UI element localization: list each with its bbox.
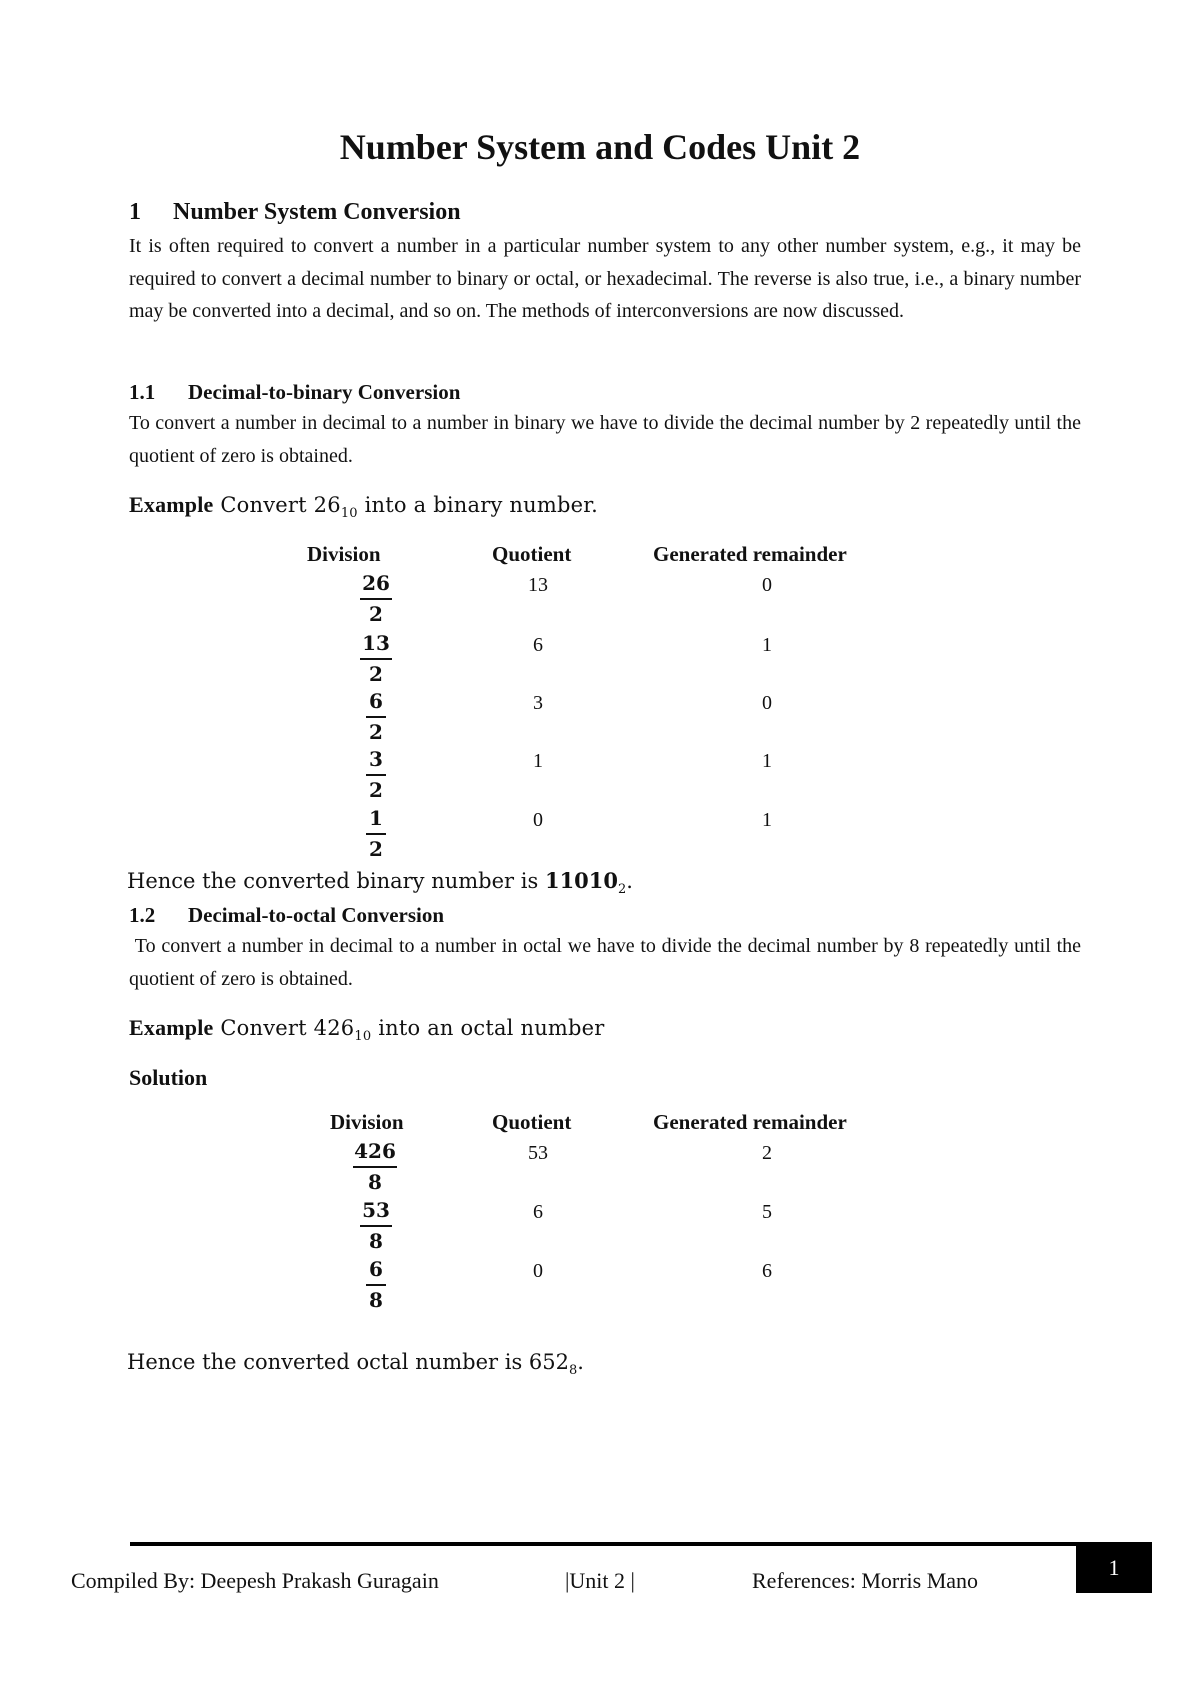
fraction-denominator: 2 <box>369 720 383 744</box>
octal-result <box>127 1347 584 1386</box>
section-1-1-number: 1.1 <box>129 380 156 404</box>
binary-result <box>127 866 633 905</box>
division-fraction <box>346 630 406 686</box>
table-2-header-remainder: Generated remainder <box>653 1110 847 1134</box>
example-2-subscript: 10 <box>354 1029 372 1045</box>
division-fraction <box>346 688 406 744</box>
fraction-numerator: 26 <box>362 571 390 595</box>
example-2 <box>129 1013 605 1052</box>
quotient-cell: 3 <box>533 692 543 714</box>
section-1-title: Number System Conversion <box>173 199 461 225</box>
remainder-cell: 6 <box>762 1260 772 1282</box>
quotient-cell: 0 <box>533 1260 543 1282</box>
division-fraction <box>346 570 406 626</box>
quotient-cell: 6 <box>533 1201 543 1223</box>
example-1-subscript: 10 <box>340 506 358 522</box>
table-1-header-quotient: Quotient <box>492 542 572 566</box>
remainder-cell: 2 <box>762 1142 772 1164</box>
section-1-heading <box>129 196 461 228</box>
fraction-bar <box>366 716 386 718</box>
footer-compiled-by: Compiled By: Deepesh Prakash Guragain <box>71 1568 439 1593</box>
remainder-cell: 1 <box>762 634 772 656</box>
octal-result-subscript: 8 <box>569 1363 578 1379</box>
footer-rule <box>130 1542 1076 1546</box>
division-fraction <box>346 746 406 802</box>
example-1 <box>129 490 598 529</box>
fraction-bar <box>353 1166 397 1168</box>
division-fraction <box>346 1197 406 1253</box>
fraction-bar <box>360 1225 392 1227</box>
fraction-bar <box>366 774 386 776</box>
fraction-numerator: 13 <box>362 631 390 655</box>
section-1-2-heading <box>129 901 444 929</box>
footer-references: References: Morris Mano <box>752 1568 979 1593</box>
fraction-numerator: 6 <box>369 1257 383 1281</box>
fraction-denominator: 2 <box>369 778 383 802</box>
fraction-bar <box>360 658 392 660</box>
fraction-numerator: 53 <box>362 1198 390 1222</box>
fraction-numerator: 1 <box>369 806 383 830</box>
table-2-header-division: Division <box>330 1110 404 1134</box>
fraction-denominator: 8 <box>369 1288 383 1312</box>
fraction-bar <box>366 833 386 835</box>
section-1-1-title: Decimal-to-binary Conversion <box>188 380 461 404</box>
quotient-cell: 6 <box>533 634 543 656</box>
fraction-numerator: 6 <box>369 689 383 713</box>
example-1-text: Convert 26 <box>220 493 341 517</box>
fraction-bar <box>360 598 392 600</box>
section-1-paragraph: It is often required to convert a number in a particular number system to any other number system, e.g., it may be required to convert a decimal number to binary or octal, or hexadecimal. The reverse is also true, i.e., a binary number may be converted into a decimal, and so on. The methods of interconversions are now discussed. <box>129 235 1081 322</box>
page-number: 1 <box>1108 1555 1120 1580</box>
binary-result-value: 11010 <box>544 868 619 893</box>
table-2-header-quotient: Quotient <box>492 1110 572 1134</box>
remainder-cell: 5 <box>762 1201 772 1223</box>
section-1-1-paragraph: To convert a number in decimal to a number in binary we have to divide the decimal number by 2 repeatedly until the quotient of zero is obtained. <box>129 412 1081 467</box>
octal-result-text: Hence the converted octal number is 652 <box>127 1350 569 1374</box>
section-1-number: 1 <box>129 199 141 225</box>
page-number-box <box>1076 1542 1152 1593</box>
example-2-text-end: into an octal number <box>371 1016 605 1040</box>
table-1-header-remainder: Generated remainder <box>653 542 847 566</box>
division-fraction <box>346 1256 406 1312</box>
document-title: Number System and Codes Unit 2 <box>339 127 861 167</box>
fraction-denominator: 8 <box>369 1229 383 1253</box>
example-1-text-end: into a binary number. <box>357 493 599 517</box>
fraction-numerator: 426 <box>354 1139 396 1163</box>
division-fraction <box>346 805 406 861</box>
table-1-header-division: Division <box>307 542 381 566</box>
quotient-cell: 13 <box>528 574 548 596</box>
binary-result-end: . <box>626 869 633 893</box>
quotient-cell: 53 <box>528 1142 548 1164</box>
binary-result-subscript: 2 <box>618 882 627 898</box>
example-1-label: Example <box>129 492 214 517</box>
example-2-label: Example <box>129 1015 214 1040</box>
remainder-cell: 1 <box>762 809 772 831</box>
fraction-denominator: 2 <box>369 662 383 686</box>
example-2-text: Convert 426 <box>220 1016 355 1040</box>
section-1-2-number: 1.2 <box>129 903 156 927</box>
fraction-denominator: 8 <box>368 1170 382 1194</box>
section-1-1-heading <box>129 378 460 406</box>
section-1-2-paragraph: To convert a number in decimal to a number in octal we have to divide the decimal number by 8 repeatedly until the quotient of zero is obtained. <box>129 935 1086 990</box>
fraction-numerator: 3 <box>369 747 383 771</box>
solution-label: Solution <box>129 1065 208 1090</box>
fraction-denominator: 2 <box>369 602 383 626</box>
remainder-cell: 0 <box>762 574 772 596</box>
remainder-cell: 1 <box>762 750 772 772</box>
fraction-bar <box>366 1284 386 1286</box>
octal-result-end: . <box>577 1350 584 1374</box>
section-1-2-title: Decimal-to-octal Conversion <box>188 903 445 927</box>
quotient-cell: 1 <box>533 750 543 772</box>
division-fraction <box>345 1138 405 1194</box>
remainder-cell: 0 <box>762 692 772 714</box>
quotient-cell: 0 <box>533 809 543 831</box>
fraction-denominator: 2 <box>369 837 383 861</box>
binary-result-text: Hence the converted binary number is <box>127 869 545 893</box>
footer-unit: |Unit 2 | <box>565 1568 635 1593</box>
